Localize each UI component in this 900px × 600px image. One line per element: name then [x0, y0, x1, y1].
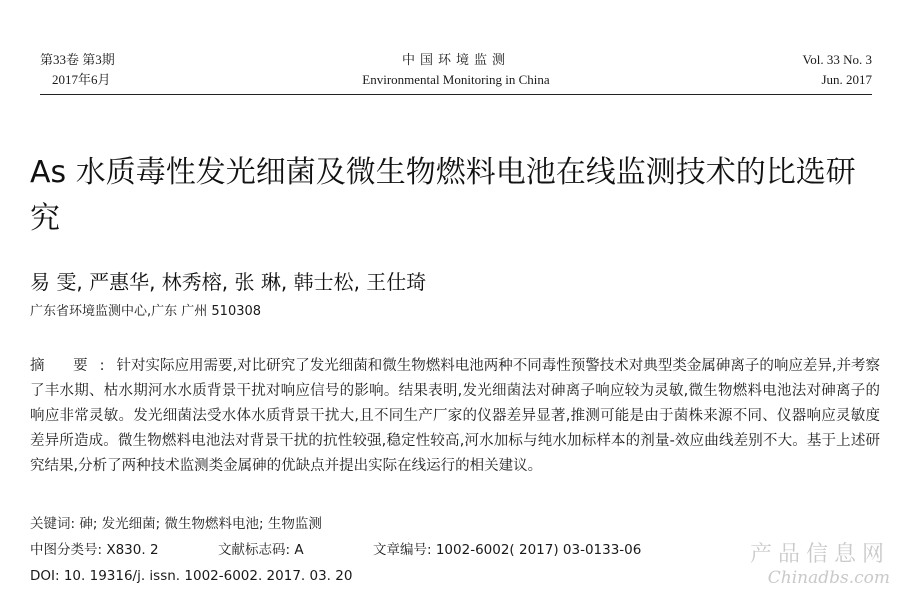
date-cn: 2017年6月 — [52, 72, 111, 87]
date-en: Jun. 2017 — [821, 72, 872, 87]
keywords: 关键词: 砷; 发光细菌; 微生物燃料电池; 生物监测 — [30, 516, 322, 532]
watermark — [750, 542, 890, 588]
watermark-en: Chinadbs.com — [767, 568, 890, 588]
journal-name-en: Environmental Monitoring in China — [362, 72, 550, 87]
issue-info-en — [803, 50, 872, 90]
abstract-text: 针对实际应用需要,对比研究了发光细菌和微生物燃料电池两种不同毒性预警技术对典型类金属砷离子的响应差异,并考察了丰水期、枯水期河水水质背景干扰对响应信号的影响。结果表明,发光细菌法对砷离子响应较为灵敏,微生物燃料电池法对砷离子的响应非常灵敏。发光细菌法受水体水质背景干扰大,且不同生产厂家的仪器差异显著,推测可能是由于菌株来源不同、仪器响应灵敏度差异所造成。微生物燃料电池法对背景干扰的抗性较强,稳定性较高,河水加标与纯水加标样本的剂量-效应曲线差别不大。基于上述研究结果,分析了两种技术监测类金属砷的优缺点并提出实际在线运行的相关建议。 — [30, 358, 880, 474]
watermark-cn: 产品信息网 — [749, 542, 890, 567]
author-list: 易 雯, 严惠华, 林秀榕, 张 琳, 韩士松, 王仕琦 — [30, 270, 427, 294]
abstract-label: 摘 要: — [30, 358, 117, 374]
abstract — [30, 354, 880, 479]
volume-issue-cn: 第33卷 第3期 — [40, 52, 115, 67]
affiliation: 广东省环境监测中心,广东 广州 510308 — [30, 304, 262, 319]
article-number: 文章编号: 1002-6002( 2017) 03-0133-06 — [373, 542, 642, 558]
document-code: 文献标志码: A — [218, 542, 304, 558]
journal-header — [40, 50, 872, 95]
class-number: 中图分类号: X830. 2 — [30, 542, 159, 558]
journal-name — [40, 50, 872, 90]
volume-issue-en: Vol. 33 No. 3 — [802, 52, 872, 67]
article-title: As 水质毒性发光细菌及微生物燃料电池在线监测技术的比选研究 — [30, 155, 856, 236]
doi: DOI: 10. 19316/j. issn. 1002-6002. 2017. 03. 20 — [30, 568, 353, 584]
journal-name-cn: 中国环境监测 — [401, 52, 510, 67]
